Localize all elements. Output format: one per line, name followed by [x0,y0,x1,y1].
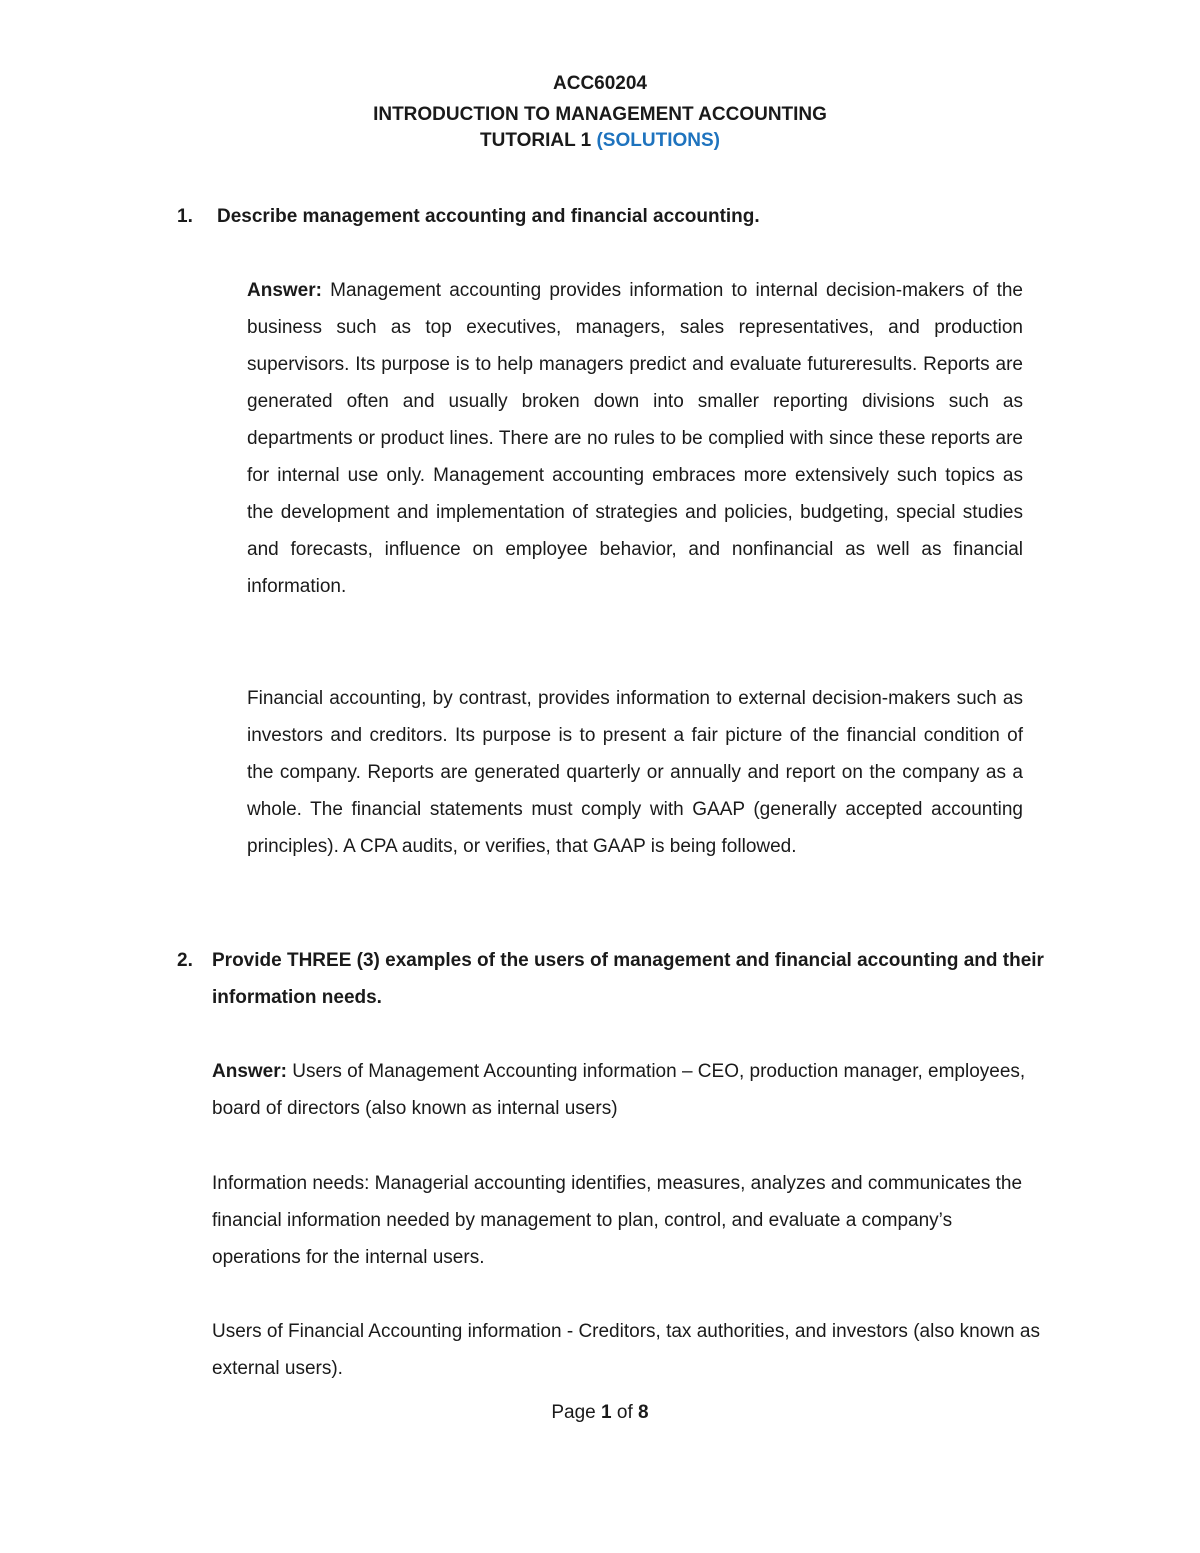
question-1-answer-p1 [247,272,1023,605]
question-2-answer-label: Answer: [212,1061,287,1082]
question-1-text: Describe management accounting and financial accounting. [217,206,760,227]
question-2-answer-p1 [212,1053,1042,1127]
tutorial-label: TUTORIAL 1 [480,130,592,151]
question-2-answer-p2: Information needs: Managerial accounting identifies, measures, analyzes and communicates the financial information needed by management to plan, control, and evaluate a company’s operations for the internal users. [212,1173,1023,1268]
course-code: ACC60204 [553,73,647,94]
footer-page-current: 1 [601,1402,612,1423]
footer-of-word: of [616,1402,633,1423]
footer-page-total: 8 [638,1402,649,1423]
question-2-answer-text: Users of Management Accounting information – CEO, production manager, employees, board of directors (also known as internal users) [212,1061,1026,1119]
question-1-answer-label: Answer: [247,280,322,301]
tutorial-heading [0,127,1200,155]
page-number-footer [0,1398,1200,1428]
question-1-answer-text: Management accounting provides information to internal decision-makers of the business such as top executives, managers, sales representatives, and production supervisors. Its purpose is to help managers predict and evaluate futureresults. Reports are generated often and usually broken down into smaller reporting divisions such as departments or product lines. There are no rules to be complied with since these reports are for internal use only. Management accounting embraces more extensively such topics as the development and implementation of strategies and policies, budgeting, special studies and forecasts, influence on employee behavior, and nonfinancial as well as financial information. [247,280,1023,597]
course-title: INTRODUCTION TO MANAGEMENT ACCOUNTING [373,104,827,125]
question-1-number: 1. [177,206,193,227]
question-2-answer-p3: Users of Financial Accounting information - Creditors, tax authorities, and investors (also known as external users). [212,1321,1040,1379]
tutorial-note: (SOLUTIONS) [596,130,720,151]
question-2-text: Provide THREE (3) examples of the users of management and financial accounting and their information needs. [212,950,1044,1008]
footer-page-word: Page [551,1402,596,1423]
question-2-number: 2. [177,950,193,971]
question-1-answer-p2: Financial accounting, by contrast, provides information to external decision-makers such as investors and creditors. Its purpose is to present a fair picture of the financial condition of the company. Reports are generated quarterly or annually and report on the company as a whole. The financial statements must comply with GAAP (generally accepted accounting principles). A CPA audits, or verifies, that GAAP is being followed. [247,688,1023,857]
